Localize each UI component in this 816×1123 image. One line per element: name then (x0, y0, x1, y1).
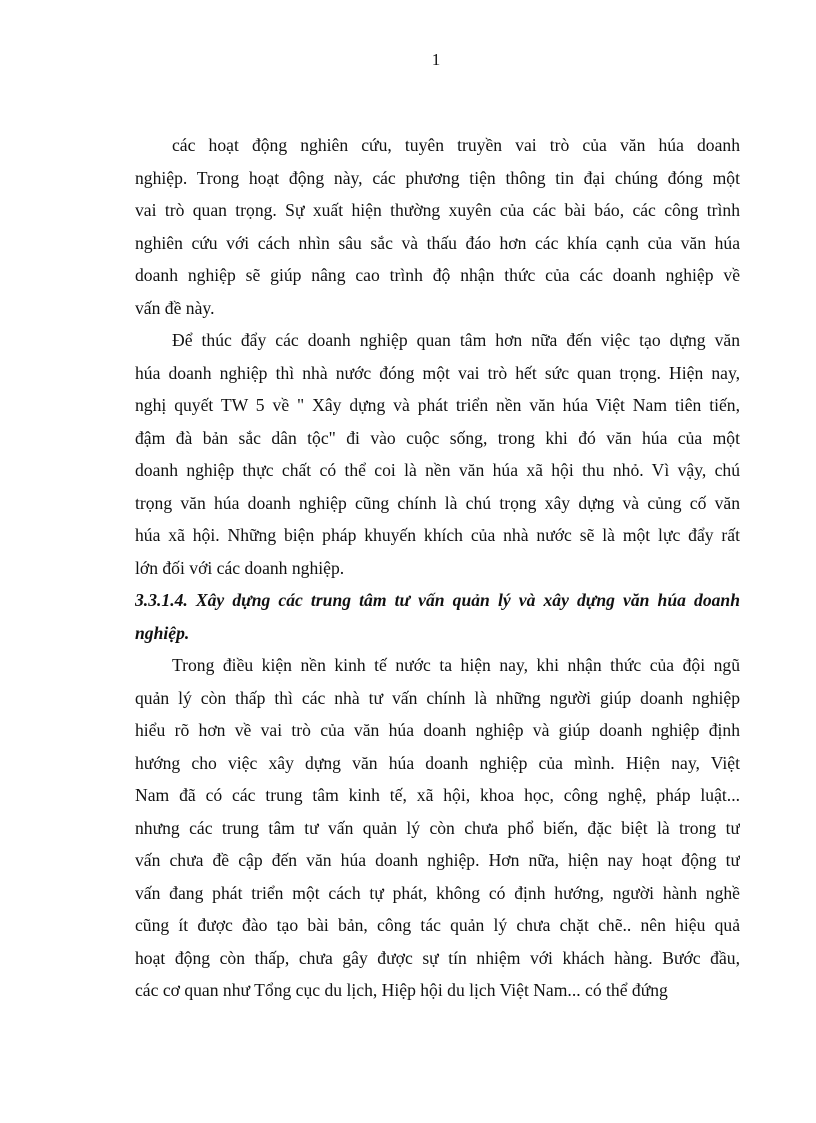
text-line: doanh nghiệp sẽ giúp nâng cao trình độ nhận thức của các doanh nghiệp về (135, 265, 740, 285)
heading-line: 3.3.1.4. Xây dựng các trung tâm tư vấn quản lý và xây dựng văn húa doanh (135, 590, 740, 610)
document-body (135, 129, 740, 1007)
text-line: Trong điều kiện nền kinh tế nước ta hiện nay, khi nhận thức của đội ngũ (172, 655, 740, 675)
text-line: các cơ quan như Tổng cục du lịch, Hiệp hội du lịch Việt Nam... có thể đứng (135, 980, 668, 1000)
page-number: 1 (431, 50, 441, 69)
text-line: lớn đối với các doanh nghiệp. (135, 557, 345, 578)
text-line: cũng ít được đào tạo bài bản, công tác quản lý chưa chặt chẽ.. nên hiệu quả (135, 915, 740, 935)
text-line: Nam đã có các trung tâm kinh tế, xã hội, khoa học, công nghệ, pháp luật... (135, 785, 740, 805)
heading-line: nghiệp. (135, 622, 190, 643)
text-line: nghiên cứu với cách nhìn sâu sắc và thấu đáo hơn các khía cạnh của văn húa (135, 232, 740, 253)
text-line: vai trò quan trọng. Sự xuất hiện thường xuyên của các bài báo, các công trình (135, 200, 740, 220)
section-heading (135, 584, 740, 649)
text-line: quản lý còn thấp thì các nhà tư vấn chính là những người giúp doanh nghiệp (135, 687, 740, 708)
paragraph (135, 324, 740, 584)
text-line: hiểu rõ hơn về vai trò của văn húa doanh nghiệp và giúp doanh nghiệp định (135, 720, 740, 740)
text-line: hướng cho việc xây dựng văn húa doanh nghiệp của mình. Hiện nay, Việt (135, 752, 740, 773)
text-line: nghiệp. Trong hoạt động này, các phương tiện thông tin đại chúng đóng một (135, 167, 740, 188)
paragraph (135, 649, 740, 1007)
text-line: húa xã hội. Những biện pháp khuyến khích của nhà nước sẽ là một lực đẩy rất (135, 525, 740, 545)
text-line: các hoạt động nghiên cứu, tuyên truyền vai trò của văn húa doanh (172, 135, 740, 155)
text-line: vấn đề này. (135, 297, 215, 318)
text-line: trọng văn húa doanh nghiệp cũng chính là chú trọng xây dựng và củng cố văn (135, 492, 740, 513)
text-line: nghị quyết TW 5 về " Xây dựng và phát triển nền văn húa Việt Nam tiên tiến, (135, 395, 740, 415)
text-line: vấn chưa đề cập đến văn húa doanh nghiệp. Hơn nữa, hiện nay hoạt động tư (135, 850, 740, 870)
text-line: đậm đà bản sắc dân tộc" đi vào cuộc sống, trong khi đó văn húa của một (135, 427, 740, 448)
text-line: nhưng các trung tâm tư vấn quản lý còn chưa phổ biến, đặc biệt là trong tư (135, 817, 740, 838)
paragraph (135, 129, 740, 324)
text-line: Để thúc đẩy các doanh nghiệp quan tâm hơn nữa đến việc tạo dựng văn (172, 330, 740, 350)
text-line: hoạt động còn thấp, chưa gây được sự tín nhiệm với khách hàng. Bước đầu, (135, 947, 740, 968)
text-line: húa doanh nghiệp thì nhà nước đóng một vai trò hết sức quan trọng. Hiện nay, (135, 362, 740, 383)
text-line: doanh nghiệp thực chất có thể coi là nền văn húa xã hội thu nhỏ. Vì vậy, chú (135, 460, 740, 480)
text-line: vấn đang phát triển một cách tự phát, không có định hướng, người hành nghề (135, 882, 740, 903)
